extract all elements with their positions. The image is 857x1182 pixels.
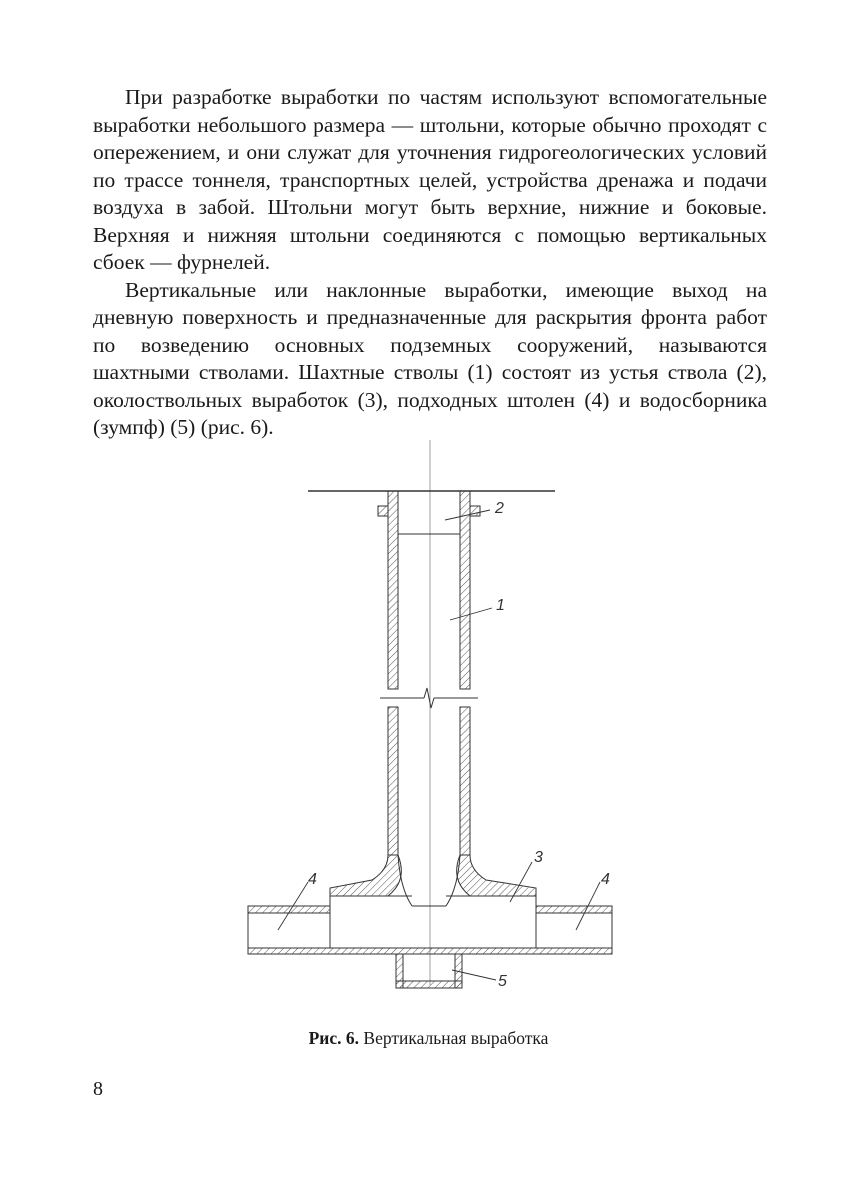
page-number: 8 — [93, 1078, 103, 1100]
body-text — [93, 84, 767, 442]
figure-caption — [0, 1028, 857, 1049]
shaft-diagram — [240, 440, 630, 1025]
adit-right-roof — [536, 906, 612, 913]
figure-vertical-working — [240, 440, 630, 1025]
label-5: 5 — [498, 973, 507, 990]
label-3: 3 — [534, 849, 543, 866]
label-4-right: 4 — [601, 871, 610, 888]
label-2: 2 — [495, 500, 504, 517]
floor — [248, 948, 612, 954]
shaft-wall-right-lower — [460, 707, 470, 855]
sump-bottom — [396, 981, 462, 988]
label-4-left: 4 — [308, 871, 317, 888]
label-1: 1 — [496, 597, 505, 614]
shaft-wall-left-lower — [388, 707, 398, 855]
flare-left — [330, 855, 401, 896]
caption-text: Вертикальная выработка — [363, 1028, 549, 1048]
shaft-wall-right — [460, 491, 470, 689]
caption-prefix: Рис. 6. — [308, 1028, 360, 1048]
leader-1 — [450, 608, 492, 620]
shaft-wall-left — [388, 491, 398, 689]
paragraph-1: При разработке выработки по частям используют вспомогательные выработки небольшого размера — штольни, которые обычно проходят с опережением, и они служат для уточнения гидрогеологических условий по трассе тоннеля, транспортных целей, устройства дренажа и подачи воздуха в забой. Штольни могут быть верхние, нижние и боковые. Верхняя и нижняя штольни соединяются с помощью вертикальных сбоек — фурнелей. — [93, 85, 767, 274]
break-zigzag — [424, 688, 434, 708]
collar-left — [378, 506, 388, 516]
paragraph-2: Вертикальные или наклонные выработки, имеющие выход на дневную поверхность и предназначенные для раскрытия фронта работ по возведению основных подземных сооружений, называются шахтными стволами. Шахтные стволы (1) состоят из устья ствола (2), околоствольных выработок (3), подходных штолен (4) и водосборника (зумпф) (5) (рис. 6). — [93, 277, 767, 439]
